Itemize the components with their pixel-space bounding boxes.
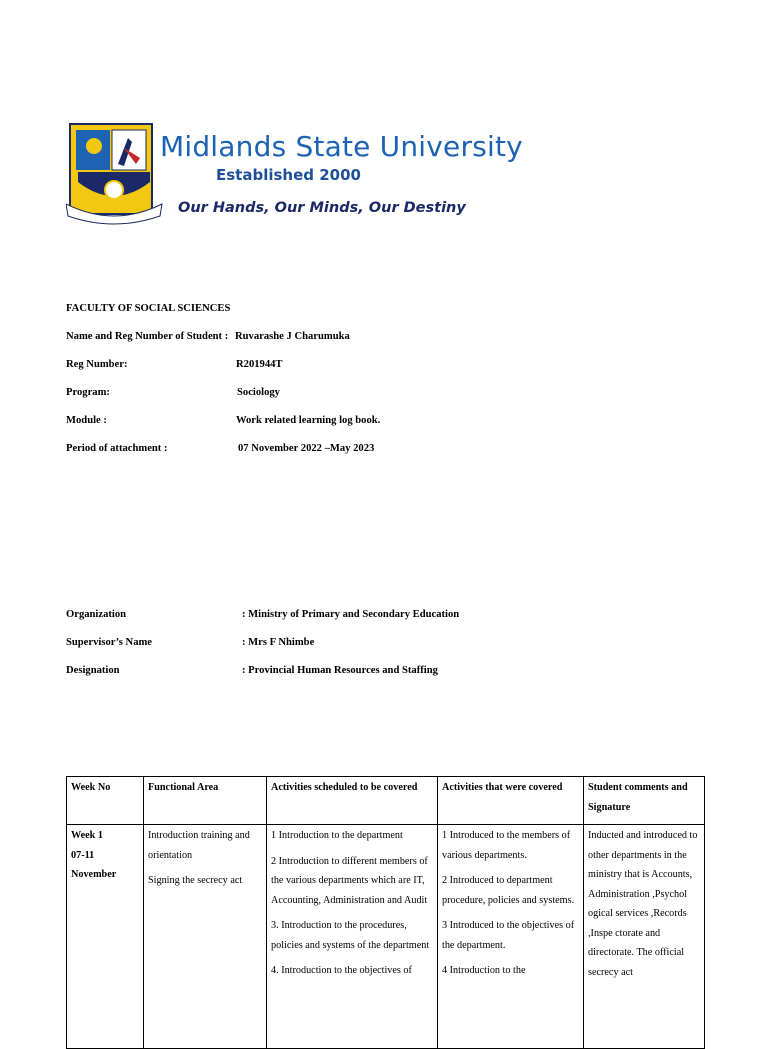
established-text: Established 2000 [216, 166, 361, 184]
university-name: Midlands State University [160, 130, 523, 163]
reg-number-value: R201944T [236, 359, 283, 370]
faculty-label: FACULTY OF SOCIAL SCIENCES [66, 303, 231, 314]
scheduled-item: 1 Introduction to the department [271, 830, 403, 841]
student-name-label: Name and Reg Number of Student : [66, 331, 229, 342]
log-table [66, 776, 705, 1049]
period-value: 07 November 2022 –May 2023 [238, 443, 375, 454]
header-functional-area: Functional Area [144, 777, 267, 825]
week-month: November [71, 869, 117, 880]
week-dates: 07-11 [71, 849, 95, 861]
table-row [67, 825, 705, 1049]
functional-area-item: Introduction training and orientation [148, 830, 250, 861]
functional-area-cell [144, 825, 267, 1049]
header-week-no: Week No [67, 777, 144, 825]
student-comment-text: Inducted and introduced to other departments in the ministry that is Accounts, Administration ,Psychol ogical services ,Records ,Inspe ctorate and directorate. The official secrecy act [588, 830, 698, 978]
reg-number-label: Reg Number: [66, 359, 128, 370]
covered-item: 1 Introduced to the members of various departments. [442, 830, 571, 861]
module-value: Work related learning log book. [236, 415, 381, 426]
organization-value: : Ministry of Primary and Secondary Education [242, 609, 460, 620]
scheduled-item: 2 Introduction to different members of the various departments which are IT, Accounting, Administration and Audit [271, 855, 428, 906]
scheduled-item: 3. Introduction to the procedures, policies and systems of the department [271, 920, 430, 951]
comments-cell [584, 825, 705, 1049]
functional-area-item: Signing the secrecy act [148, 875, 243, 886]
header-activities-covered: Activities that were covered [438, 777, 584, 825]
covered-item: 3 Introduced to the objectives of the department. [442, 920, 575, 951]
university-crest-icon [66, 120, 164, 226]
program-value: Sociology [237, 387, 280, 398]
supervisor-label: Supervisor’s Name [66, 637, 153, 648]
designation-label: Designation [66, 665, 120, 676]
scheduled-activities-cell [267, 825, 438, 1049]
university-logo [66, 118, 523, 228]
program-label: Program: [66, 387, 110, 398]
supervisor-value: : Mrs F Nhimbe [242, 637, 315, 648]
week-cell [67, 825, 144, 1049]
header-student-comments: Student comments and Signature [584, 777, 705, 825]
scheduled-item: 4. Introduction to the objectives of [271, 965, 412, 976]
table-header-row [67, 777, 705, 825]
covered-item: 4 Introduction to the [442, 965, 526, 976]
period-label: Period of attachment : [66, 443, 168, 454]
designation-value: : Provincial Human Resources and Staffing [242, 665, 438, 676]
header-activities-scheduled: Activities scheduled to be covered [267, 777, 438, 825]
module-label: Module : [66, 415, 107, 426]
motto-text: Our Hands, Our Minds, Our Destiny [178, 200, 466, 216]
covered-item: 2 Introduced to department procedure, policies and systems. [442, 875, 575, 906]
covered-activities-cell [438, 825, 584, 1049]
week-label: Week 1 [71, 830, 103, 841]
student-name-value: Ruvarashe J Charumuka [235, 331, 350, 342]
organization-label: Organization [66, 609, 127, 620]
